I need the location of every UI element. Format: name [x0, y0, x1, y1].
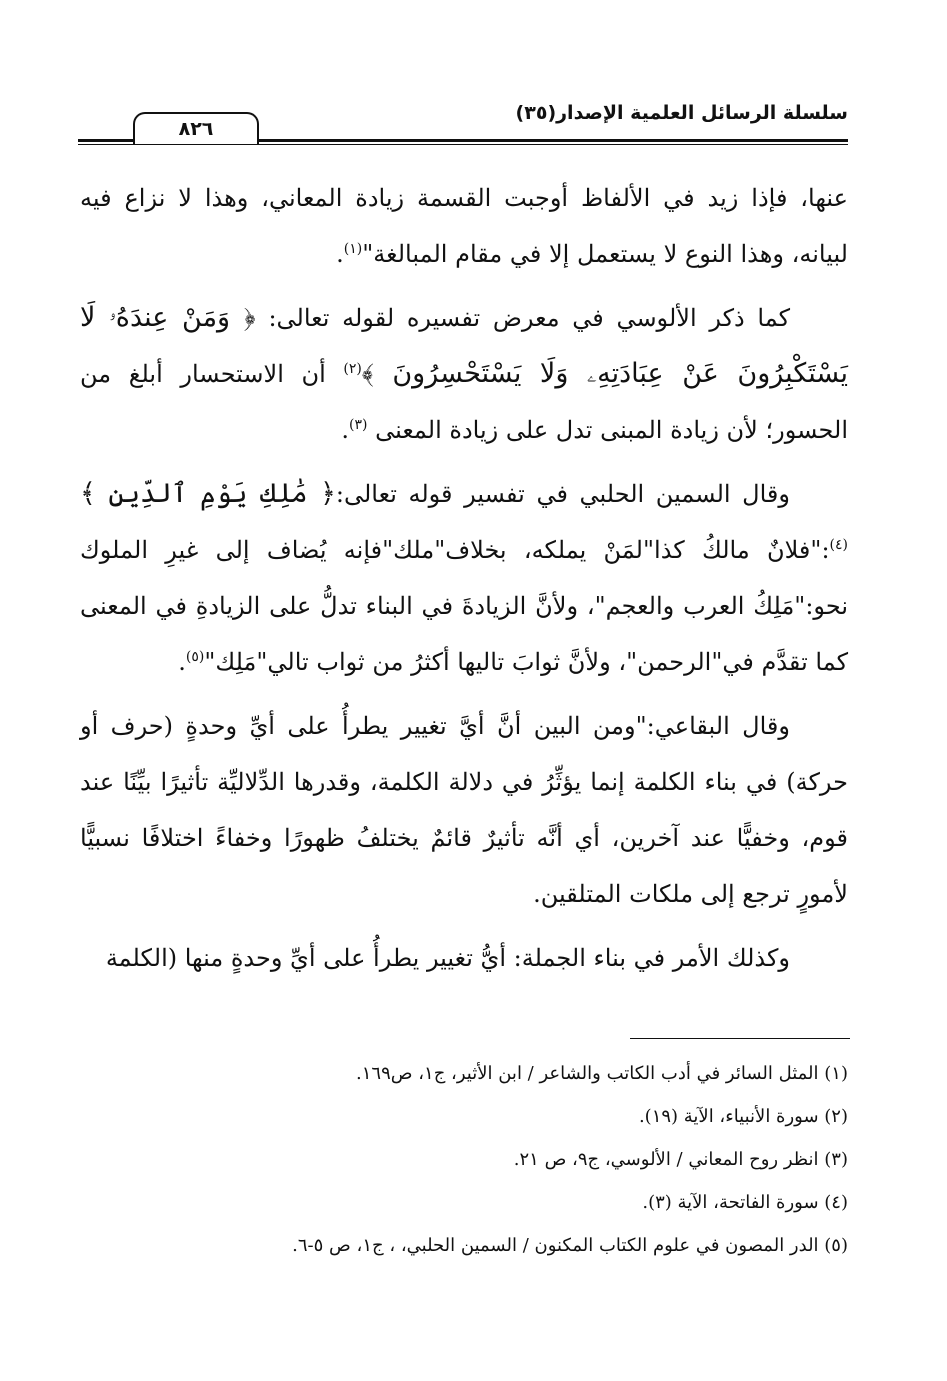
page-number: ٨٢٦	[133, 112, 259, 144]
footnote-ref-5: (٥)	[185, 649, 205, 665]
paragraph-3-end: .	[178, 648, 186, 676]
main-text	[80, 170, 848, 986]
footnote-ref-4: (٤)	[829, 537, 848, 553]
paragraph-2-text: أن الاستحسار أبلغ من الحسور؛ لأن زيادة المبنى تدل على زيادة المعنى	[80, 360, 848, 444]
paragraph-1	[80, 170, 848, 282]
paragraph-2-intro: كما ذكر الألوسي في معرض تفسيره لقوله تعالى:	[255, 304, 790, 332]
paragraph-1-text: عنها، فإذا زيد في الألفاظ أوجبت القسمة زيادة المعاني، وهذا لا نزاع فيه لبيانه، وهذا النوع لا يستعمل إلا في مقام المبالغة"	[80, 184, 848, 268]
paragraph-2-end: .	[341, 416, 349, 444]
paragraph-5	[80, 930, 848, 986]
paragraph-3	[80, 466, 848, 690]
paragraph-5-text: وكذلك الأمر في بناء الجملة: أيُّ تغيير يطرأُ على أيِّ وحدةٍ منها (الكلمة	[105, 944, 790, 972]
footnotes	[80, 1052, 848, 1267]
footnote-1: (١) المثل السائر في أدب الكاتب والشاعر / ابن الأثير، ج١، ص١٦٩.	[356, 1063, 848, 1084]
paragraph-4	[80, 698, 848, 922]
footnote-3: (٣) انظر روح المعاني / الألوسي، ج٩، ص ٢١.	[513, 1149, 848, 1170]
footnote-ref-3: (٣)	[348, 417, 368, 433]
series-title: سلسلة الرسائل العلمية الإصدار(٣٥)	[515, 102, 848, 124]
footnote-4: (٤) سورة الفاتحة، الآية (٣).	[642, 1192, 848, 1213]
footnote-ref-1: (١)	[343, 241, 363, 257]
quran-verse-1: ﴿ وَمَنْ عِندَهُۥ لَا يَسْتَكْبِرُونَ عَنْ عِبَادَتِهِۦ وَلَا يَسْتَحْسِرُونَ ﴾	[80, 302, 848, 389]
paragraph-2	[80, 290, 848, 458]
footnote-ref-2: (٢)	[343, 361, 362, 377]
footnote-2: (٢) سورة الأنبياء، الآية (١٩).	[638, 1106, 848, 1127]
paragraph-3-text: :"فلانٌ مالكُ كذا"لمَنْ يملكه، بخلاف"ملك"فإنه يُضاف إلى غيرِ الملوك نحو:"مَلِكُ العرب والعجم"، ولأنَّ الزيادةَ في البناء تدلُّ على الزيادةِ في المعنى كما تقدَّم في"الرحمن"، ولأنَّ ثوابَ تاليها أكثرُ من ثواب تالي"مَلِك"	[80, 536, 848, 676]
footnote-5: (٥) الدر المصون في علوم الكتاب المكنون / السمين الحلبي، ، ج١، ص ٥-٦.	[292, 1235, 848, 1256]
page-header	[78, 98, 848, 154]
quran-verse-2: ﴿ مَٰلِكِ يَوْمِ ٱلدِّينِ ﴾	[80, 478, 336, 509]
footnote-separator	[630, 1038, 850, 1039]
paragraph-3-intro: وقال السمين الحلبي في تفسير قوله تعالى:	[335, 480, 790, 508]
paragraph-4-text: وقال البقاعي:"ومن البين أنَّ أيَّ تغيير يطرأُ على أيِّ وحدةٍ (حرف أو حركة) في بناء الكلمة إنما يؤثِّرُ في دلالة الكلمة، وقدرها الدِّلاليِّة تأثيرًا بيِّنًا عند قوم، وخفيًّا عند آخرين، أي أنَّه تأثيرٌ قائمٌ يختلفُ ظهورًا وخفاءً اختلافًا نسبيًّا لأمورٍ ترجع إلى ملكات المتلقين.	[80, 712, 848, 908]
paragraph-1-end: .	[336, 240, 344, 268]
